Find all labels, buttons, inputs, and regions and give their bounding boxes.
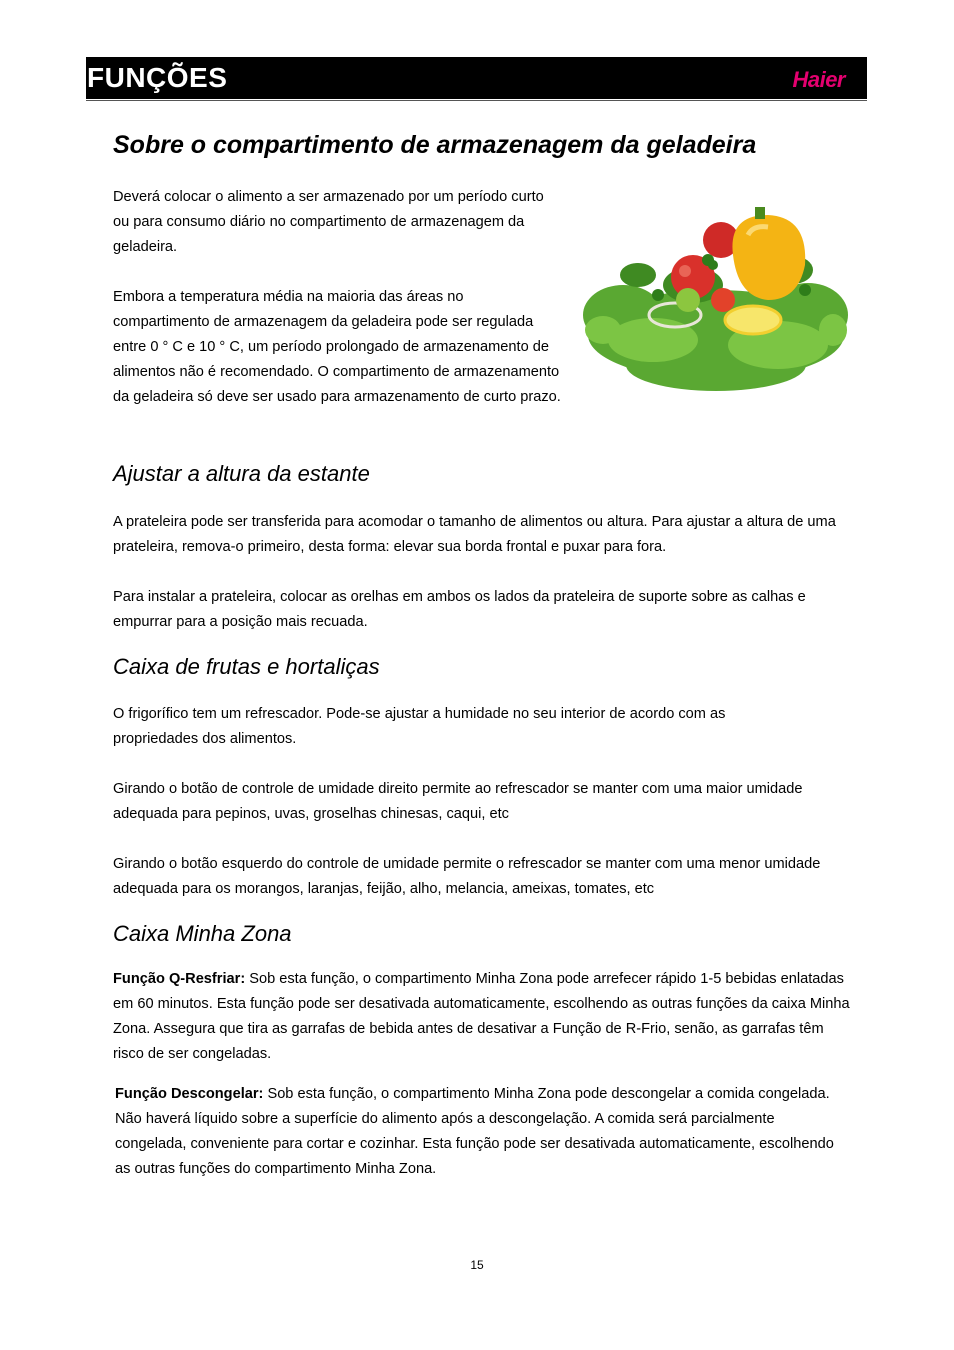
section-title-my-zone: Caixa Minha Zona (113, 921, 292, 946)
vegetables-image (583, 205, 849, 393)
defrost-label: Função Descongelar: (115, 1086, 264, 1102)
shelf-paragraph-1: A prateleira pode ser transferida para acomodar o tamanho de alimentos ou altura. Para ajustar a altura de uma prateleira, remova-o primeiro, desta forma: elevar sua borda frontal e puxar para fora. (113, 514, 836, 555)
crisper-paragraph-3: Girando o botão esquerdo do controle de umidade permite o refrescador se manter com uma menor umidade adequada para os morangos, laranjas, feijão, alho, melancia, ameixas, tomates, etc (113, 856, 821, 897)
section-title-shelf-height: Ajustar a altura da estante (113, 461, 370, 486)
page-title: FUNÇÕES (87, 62, 228, 93)
defrost-paragraph (115, 1082, 835, 1182)
section-title-crisper: Caixa de frutas e hortaliças (113, 654, 380, 679)
section-title-storage: Sobre o compartimento de armazenagem da geladeira (113, 131, 757, 159)
defrost-text: Sob esta função, o compartimento Minha Zona pode descongelar a comida congelada. Não haverá líquido sobre a superfície do alimento após a descongelação. A comida será parcialmente congelada, conveniente para cortar e cozinhar. Esta função pode ser desativada automaticamente, escolhendo as outras funções do compartimento Minha Zona. (115, 1086, 834, 1177)
crisper-paragraph-2: Girando o botão de controle de umidade direito permite ao refrescador se manter com uma maior umidade adequada para pepinos, uvas, groselhas chinesas, caqui, etc (113, 781, 803, 822)
storage-paragraph-1: Deverá colocar o alimento a ser armazenado por um período curto ou para consumo diário no compartimento de armazenagem da geladeira. (113, 189, 544, 255)
crisper-paragraph-1: O frigorífico tem um refrescador. Pode-se ajustar a humidade no seu interior de acordo com as propriedades dos alimentos. (113, 706, 726, 747)
shelf-paragraph-2: Para instalar a prateleira, colocar as orelhas em ambos os lados da prateleira de suporte sobre as calhas e empurrar para a posição mais recuada. (113, 589, 806, 630)
q-cool-text: Sob esta função, o compartimento Minha Zona pode arrefecer rápido 1-5 bebidas enlatadas em 60 minutos. Esta função pode ser desativada automaticamente, escolhendo as outras funções da caixa Minha Zona. Assegura que tira as garrafas de bebida antes de desativar a Função de R-Frio, senão, as garrafas têm risco de ser congeladas. (113, 971, 850, 1062)
storage-paragraph-2: Embora a temperatura média na maioria das áreas no compartimento de armazenagem da geladeira pode ser regulada entre 0 ° C e 10 ° C, um período prolongado de armazenamento de alimentos não é recomendado. O compartimento de armazenamento da geladeira só deve ser usado para armazenamento de curto prazo. (113, 289, 561, 405)
q-cool-paragraph (113, 967, 858, 1067)
header-bar (86, 57, 867, 99)
page-number: 15 (470, 1258, 484, 1272)
q-cool-label: Função Q-Resfriar: (113, 971, 246, 987)
haier-logo: Haier (792, 67, 845, 92)
